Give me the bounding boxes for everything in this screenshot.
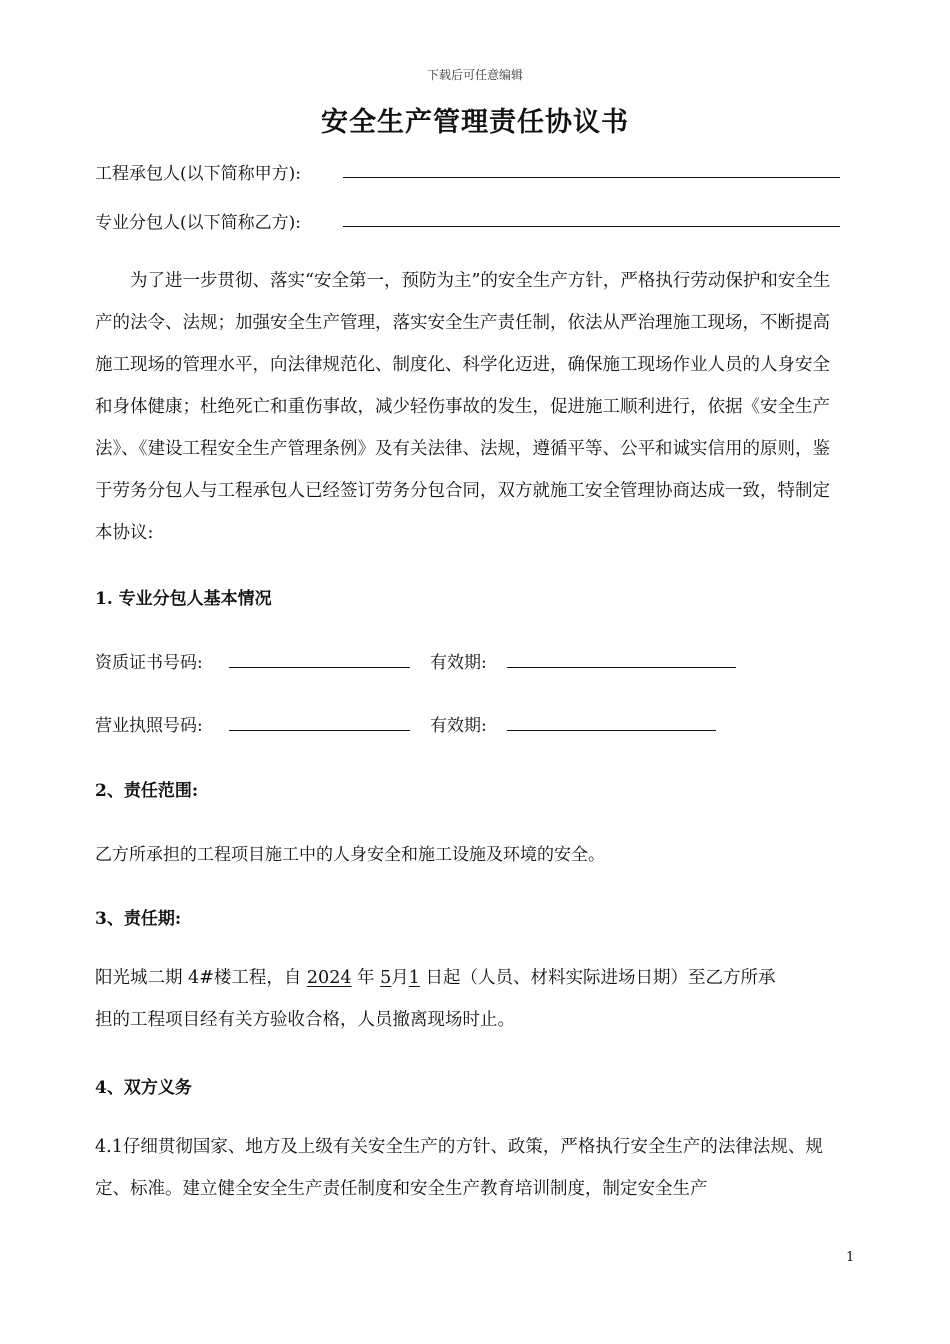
section3-line1 xyxy=(95,957,840,999)
license-valid-label: 有效期: xyxy=(430,716,487,736)
license-number-label: 营业执照号码: xyxy=(95,716,203,736)
section1-heading: 1. 专业分包人基本情况 xyxy=(95,589,272,609)
party-b-label: 专业分包人(以下简称乙方): xyxy=(95,213,301,233)
cert-number-blank[interactable] xyxy=(229,667,410,668)
section4-text: 4.1仔细贯彻国家、地方及上级有关安全生产的方针、政策，严格执行安全生产的法律法规、规定、标准。建立健全安全生产责任制度和安全生产教育培训制度，制定安全生产 xyxy=(95,1137,823,1199)
year-unit: 年 xyxy=(351,968,375,988)
cert-valid-blank[interactable] xyxy=(507,667,736,668)
cert-number-label: 资质证书号码: xyxy=(95,653,203,673)
party-a-label: 工程承包人(以下简称甲方): xyxy=(95,164,301,184)
section3-line2: 担的工程项目经有关方验收合格，人员撤离现场时止。 xyxy=(95,1010,515,1030)
start-year: 2024 xyxy=(306,968,352,988)
section2-heading: 2、责任范围: xyxy=(95,781,199,801)
section4-paragraph xyxy=(95,1126,840,1210)
month-unit: 月 xyxy=(391,968,409,988)
cert-valid-label: 有效期: xyxy=(430,653,487,673)
party-b-blank[interactable] xyxy=(343,226,840,227)
document-title: 安全生产管理责任协议书 xyxy=(321,107,629,138)
party-a-blank[interactable] xyxy=(343,177,840,178)
license-valid-blank[interactable] xyxy=(507,730,716,731)
start-month: 5 xyxy=(380,968,392,988)
license-number-blank[interactable] xyxy=(229,730,410,731)
section3-suffix: 日起（人员、材料实际进场日期）至乙方所承 xyxy=(425,968,776,988)
preamble-text: 为了进一步贯彻、落实“安全第一，预防为主”的安全生产方针，严格执行劳动保护和安全生产的法令、法规；加强安全生产管理，落实安全生产责任制，依法从严治理施工现场，不断提高施工现场的管理水平，向法律规范化、制度化、科学化迈进，确保施工现场作业人员的人身安全和身体健康；杜绝死亡和重伤事故，减少轻伤事故的发生，促进施工顺利进行，依据《安全生产法》、《建设工程安全生产管理条例》及有关法律、法规，遵循平等、公平和诚实信用的原则，鉴于劳务分包人与工程承包人已经签订劳务分包合同，双方就施工安全管理协商达成一致，特制定本协议: xyxy=(95,271,831,543)
start-day: 1 xyxy=(408,968,420,988)
page-number: 1 xyxy=(846,1250,855,1265)
preamble-paragraph xyxy=(95,260,840,554)
section4-heading: 4、双方义务 xyxy=(95,1078,192,1098)
section2-text: 乙方所承担的工程项目施工中的人身安全和施工设施及环境的安全。 xyxy=(95,845,605,865)
section3-heading: 3、责任期: xyxy=(95,909,182,929)
section3-prefix: 阳光城二期 4#楼工程，自 xyxy=(95,968,307,988)
header-note: 下载后可任意编辑 xyxy=(426,68,523,82)
section3-paragraph xyxy=(95,957,840,1041)
